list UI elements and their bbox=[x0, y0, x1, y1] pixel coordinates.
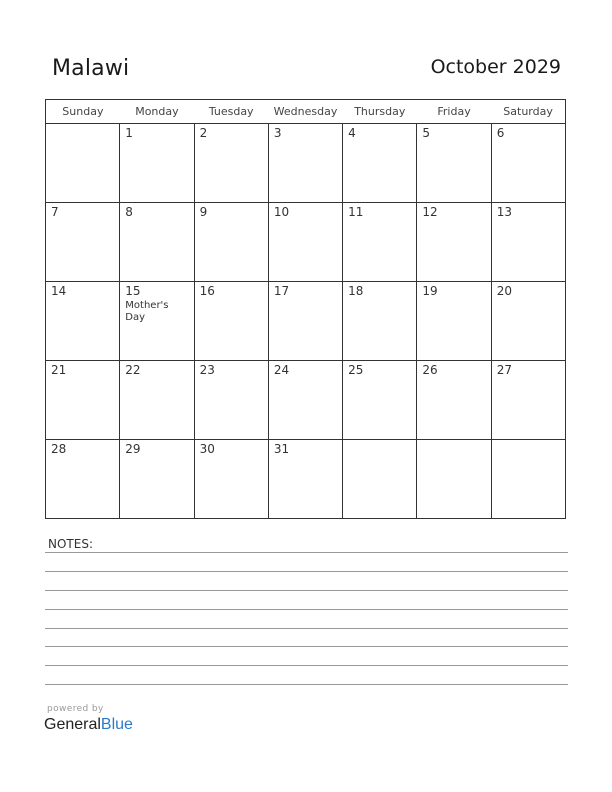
notes-label: NOTES: bbox=[48, 537, 93, 551]
holiday-event: Mother's Day bbox=[125, 300, 169, 323]
day-number: 31 bbox=[273, 442, 290, 456]
day-number: 2 bbox=[199, 126, 208, 140]
day-number: 9 bbox=[199, 205, 208, 219]
weekday-monday: Monday bbox=[120, 100, 194, 124]
note-line bbox=[45, 552, 568, 553]
day-cell[interactable] bbox=[46, 361, 120, 440]
day-cell[interactable] bbox=[417, 124, 491, 203]
day-cell[interactable] bbox=[120, 203, 194, 282]
note-line bbox=[45, 628, 568, 629]
day-number: 29 bbox=[125, 442, 141, 456]
day-cell[interactable] bbox=[46, 203, 120, 282]
weekday-wednesday: Wednesday bbox=[268, 100, 342, 124]
day-cell[interactable] bbox=[343, 124, 417, 203]
day-cell[interactable] bbox=[417, 282, 491, 361]
day-number: 23 bbox=[199, 363, 215, 377]
day-number: 5 bbox=[422, 126, 431, 140]
country-title: Malawi bbox=[52, 56, 130, 81]
day-number: 22 bbox=[125, 363, 141, 377]
day-cell[interactable] bbox=[268, 124, 342, 203]
day-cell[interactable] bbox=[194, 440, 268, 519]
note-line bbox=[45, 571, 568, 572]
day-number: 19 bbox=[422, 284, 438, 298]
day-number: 26 bbox=[422, 363, 438, 377]
day-number: 6 bbox=[496, 126, 505, 140]
day-number: 8 bbox=[125, 205, 133, 219]
day-number: 21 bbox=[51, 363, 67, 377]
day-cell[interactable] bbox=[417, 361, 491, 440]
day-number: 1 bbox=[125, 126, 133, 140]
day-cell[interactable] bbox=[194, 282, 268, 361]
day-cell[interactable] bbox=[343, 282, 417, 361]
note-line bbox=[45, 590, 568, 591]
note-line bbox=[45, 665, 568, 666]
day-number: 13 bbox=[496, 205, 512, 219]
day-cell[interactable] bbox=[120, 124, 194, 203]
day-cell[interactable] bbox=[491, 440, 565, 519]
week-row bbox=[46, 124, 566, 203]
day-number: 7 bbox=[51, 205, 59, 219]
day-number: 17 bbox=[273, 284, 290, 298]
day-number: 25 bbox=[348, 363, 364, 377]
weekday-header-row bbox=[46, 100, 566, 124]
brand-logo[interactable] bbox=[44, 716, 133, 734]
day-number: 24 bbox=[273, 363, 290, 377]
brand-part2: Blue bbox=[100, 716, 133, 733]
day-number: 16 bbox=[199, 284, 215, 298]
day-cell[interactable] bbox=[268, 203, 342, 282]
day-number: 12 bbox=[422, 205, 438, 219]
day-cell[interactable] bbox=[343, 440, 417, 519]
month-year-title: October 2029 bbox=[430, 56, 561, 78]
day-cell[interactable] bbox=[491, 282, 565, 361]
day-cell[interactable] bbox=[194, 361, 268, 440]
day-cell[interactable] bbox=[46, 440, 120, 519]
weekday-saturday: Saturday bbox=[491, 100, 565, 124]
day-cell[interactable] bbox=[120, 282, 194, 361]
note-line bbox=[45, 684, 568, 685]
weekday-thursday: Thursday bbox=[343, 100, 417, 124]
day-number: 4 bbox=[348, 126, 356, 140]
brand-part1: General bbox=[44, 716, 101, 733]
day-cell[interactable] bbox=[120, 440, 194, 519]
day-cell[interactable] bbox=[194, 203, 268, 282]
day-cell[interactable] bbox=[268, 361, 342, 440]
week-row bbox=[46, 282, 566, 361]
note-line bbox=[45, 646, 568, 647]
day-number: 30 bbox=[199, 442, 215, 456]
day-cell[interactable] bbox=[268, 282, 342, 361]
day-cell[interactable] bbox=[343, 361, 417, 440]
day-cell[interactable] bbox=[491, 361, 565, 440]
day-number: 27 bbox=[496, 363, 512, 377]
note-line bbox=[45, 609, 568, 610]
day-cell[interactable] bbox=[343, 203, 417, 282]
day-number: 3 bbox=[273, 126, 282, 140]
weekday-sunday: Sunday bbox=[46, 100, 120, 124]
day-number: 14 bbox=[51, 284, 67, 298]
day-cell[interactable] bbox=[46, 282, 120, 361]
day-cell[interactable] bbox=[491, 203, 565, 282]
day-number: 20 bbox=[496, 284, 512, 298]
day-cell[interactable] bbox=[491, 124, 565, 203]
day-number: 28 bbox=[51, 442, 67, 456]
day-number: 10 bbox=[273, 205, 290, 219]
week-row bbox=[46, 203, 566, 282]
day-cell[interactable] bbox=[268, 440, 342, 519]
day-cell[interactable] bbox=[46, 124, 120, 203]
weekday-friday: Friday bbox=[417, 100, 491, 124]
calendar-grid bbox=[45, 99, 566, 519]
powered-by-text: powered by bbox=[47, 704, 104, 714]
day-cell[interactable] bbox=[120, 361, 194, 440]
day-cell[interactable] bbox=[194, 124, 268, 203]
week-row bbox=[46, 361, 566, 440]
day-number: 11 bbox=[348, 205, 364, 219]
day-cell[interactable] bbox=[417, 203, 491, 282]
weekday-tuesday: Tuesday bbox=[194, 100, 268, 124]
day-number: 15 bbox=[125, 284, 141, 298]
day-cell[interactable] bbox=[417, 440, 491, 519]
day-number: 18 bbox=[348, 284, 364, 298]
week-row bbox=[46, 440, 566, 519]
